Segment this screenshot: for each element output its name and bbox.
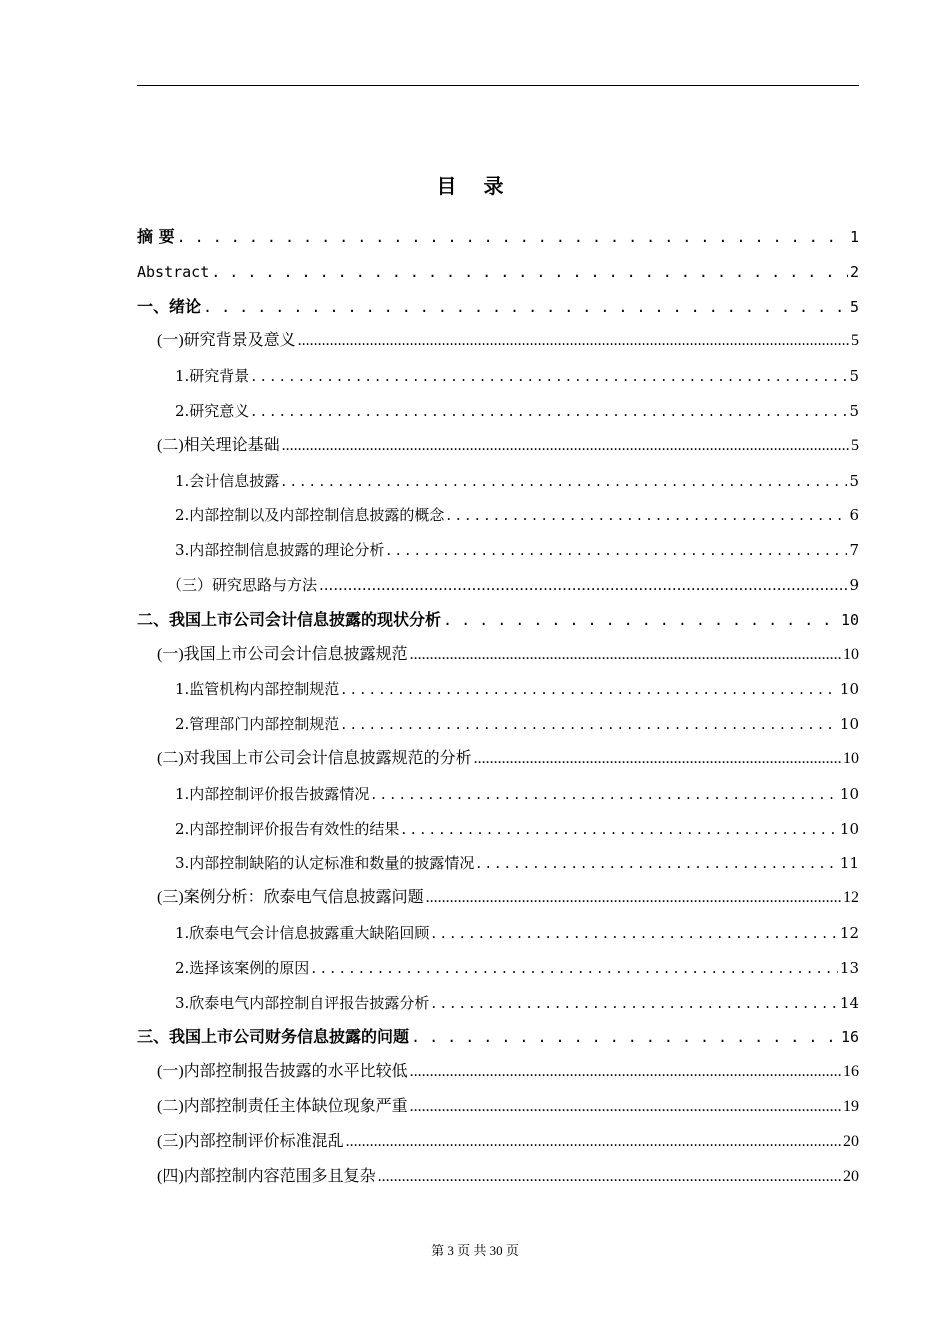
toc-entry-label: 1.监管机构内部控制规范: [175, 680, 340, 699]
toc-entry-page-number: 5: [849, 401, 859, 420]
dot-leader: [401, 812, 838, 847]
toc-entry[interactable]: [137, 568, 859, 603]
dot-leader: [251, 359, 847, 394]
toc-entry-page-number: 19: [843, 1097, 859, 1115]
toc-entry-page-number: 2: [849, 262, 859, 281]
toc-entry-label: (二)相关理论基础: [157, 436, 280, 454]
toc-entry-page-number: 10: [843, 749, 859, 767]
toc-entry-label: (一)内部控制报告披露的水平比较低: [157, 1063, 408, 1081]
toc-entry-label: (四)内部控制内容范围多且复杂: [157, 1167, 376, 1185]
toc-entry-label: (一)我国上市公司会计信息披露规范: [157, 645, 408, 663]
dot-leader: [431, 986, 838, 1021]
dot-leader: [319, 568, 847, 603]
dot-leader: [341, 707, 838, 742]
dot-leader: [298, 324, 849, 359]
toc-entry[interactable]: [137, 290, 859, 325]
page-footer: 第 3 页 共 30 页: [431, 1243, 519, 1258]
dot-leader: [281, 464, 847, 499]
toc-entry[interactable]: [137, 359, 859, 394]
toc-entry-page-number: 20: [843, 1132, 859, 1150]
toc-entry[interactable]: [137, 1020, 859, 1055]
toc-entry-page-number: 5: [849, 471, 859, 490]
toc-entry[interactable]: [137, 1090, 859, 1125]
toc-entry[interactable]: [137, 220, 859, 255]
table-of-contents: [137, 220, 859, 1194]
dot-leader: [446, 498, 847, 533]
toc-entry[interactable]: [137, 1125, 859, 1160]
toc-entry-label: 1.研究背景: [175, 367, 250, 386]
toc-entry-page-number: 10: [839, 715, 859, 734]
toc-entry[interactable]: [137, 498, 859, 533]
toc-entry-page-number: 5: [849, 367, 859, 386]
toc-title: 目 录: [436, 174, 514, 198]
toc-entry-label: 2.内部控制评价报告有效性的结果: [175, 819, 400, 838]
dot-leader: [476, 846, 838, 881]
toc-entry[interactable]: [137, 986, 859, 1021]
toc-entry[interactable]: [137, 881, 859, 916]
dot-leader: [410, 638, 841, 673]
toc-entry-label: 3.内部控制信息披露的理论分析: [175, 541, 385, 560]
toc-entry[interactable]: [137, 846, 859, 881]
toc-entry-label: 3.欣泰电气内部控制自评报告披露分析: [175, 993, 430, 1012]
dot-leader: [411, 1020, 839, 1055]
toc-entry[interactable]: [137, 777, 859, 812]
toc-entry[interactable]: [137, 951, 859, 986]
toc-entry[interactable]: [137, 603, 859, 638]
toc-entry-page-number: 13: [839, 958, 859, 977]
toc-entry[interactable]: [137, 707, 859, 742]
toc-entry-page-number: 10: [843, 645, 859, 663]
dot-leader: [177, 220, 848, 255]
dot-leader: [371, 777, 838, 812]
dot-leader: [410, 1055, 841, 1090]
dot-leader: [410, 1090, 841, 1125]
toc-entry-label: Abstract: [137, 262, 210, 281]
toc-entry-page-number: 20: [843, 1167, 859, 1185]
toc-entry[interactable]: [137, 742, 859, 777]
toc-entry-page-number: 16: [840, 1028, 859, 1047]
toc-entry-page-number: 10: [839, 784, 859, 803]
toc-entry[interactable]: [137, 1055, 859, 1090]
toc-entry[interactable]: [137, 464, 859, 499]
toc-entry-page-number: 10: [840, 610, 859, 629]
toc-entry-page-number: 11: [839, 854, 859, 873]
dot-leader: [426, 881, 841, 916]
dot-leader: [311, 951, 838, 986]
toc-entry-label: 一、绪论: [137, 296, 202, 316]
dot-leader: [282, 429, 849, 464]
toc-entry-page-number: 5: [851, 332, 859, 350]
dot-leader: [341, 672, 838, 707]
toc-entry[interactable]: [137, 812, 859, 847]
toc-entry[interactable]: [137, 255, 859, 290]
header-rule: [137, 85, 859, 86]
toc-entry-label: 3.内部控制缺陷的认定标准和数量的披露情况: [175, 854, 475, 873]
dot-leader: [211, 255, 848, 290]
toc-entry[interactable]: [137, 916, 859, 951]
dot-leader: [203, 290, 848, 325]
toc-entry-page-number: 5: [849, 297, 859, 316]
toc-entry-label: (一)研究背景及意义: [157, 332, 296, 350]
toc-entry-label: 2.管理部门内部控制规范: [175, 715, 340, 734]
toc-entry-page-number: 10: [839, 680, 859, 699]
toc-entry[interactable]: [137, 394, 859, 429]
toc-entry-label: 1.欣泰电气会计信息披露重大缺陷回顾: [175, 923, 430, 942]
toc-entry-label: 2.选择该案例的原因: [175, 958, 310, 977]
dot-leader: [443, 603, 839, 638]
toc-entry-page-number: 5: [851, 436, 859, 454]
toc-entry[interactable]: [137, 672, 859, 707]
dot-leader: [386, 533, 847, 568]
toc-entry-label: 摘 要: [137, 227, 175, 246]
dot-leader: [346, 1125, 841, 1160]
toc-entry-label: (二)内部控制责任主体缺位现象严重: [157, 1097, 408, 1115]
dot-leader: [431, 916, 838, 951]
toc-entry-label: (二)对我国上市公司会计信息披露规范的分析: [157, 749, 472, 767]
toc-entry-label: (三)内部控制评价标准混乱: [157, 1132, 344, 1150]
toc-entry[interactable]: [137, 429, 859, 464]
toc-entry-label: 1.会计信息披露: [175, 471, 280, 490]
dot-leader: [474, 742, 841, 777]
toc-entry-label: (三)案例分析：欣泰电气信息披露问题: [157, 889, 424, 907]
toc-entry-page-number: 12: [843, 889, 859, 907]
toc-entry[interactable]: [137, 324, 859, 359]
toc-entry-page-number: 6: [849, 506, 859, 525]
toc-entry-label: 1.内部控制评价报告披露情况: [175, 784, 370, 803]
toc-entry-page-number: 1: [849, 228, 859, 246]
toc-entry-label: 2.研究意义: [175, 401, 250, 420]
toc-entry-page-number: 7: [849, 541, 859, 560]
toc-entry-page-number: 9: [849, 575, 859, 594]
toc-entry-label: 三、我国上市公司财务信息披露的问题: [137, 1027, 410, 1047]
toc-entry[interactable]: [137, 1160, 859, 1195]
dot-leader: [251, 394, 847, 429]
toc-entry[interactable]: [137, 638, 859, 673]
toc-entry-page-number: 16: [843, 1063, 859, 1081]
toc-entry-page-number: 10: [839, 819, 859, 838]
toc-entry-page-number: 12: [839, 923, 859, 942]
toc-entry-label: 2.内部控制以及内部控制信息披露的概念: [175, 506, 445, 525]
toc-entry-page-number: 14: [839, 993, 859, 1012]
dot-leader: [378, 1160, 841, 1195]
toc-entry-label: （三）研究思路与方法: [167, 575, 318, 594]
toc-entry-label: 二、我国上市公司会计信息披露的现状分析: [137, 609, 442, 629]
toc-entry[interactable]: [137, 533, 859, 568]
